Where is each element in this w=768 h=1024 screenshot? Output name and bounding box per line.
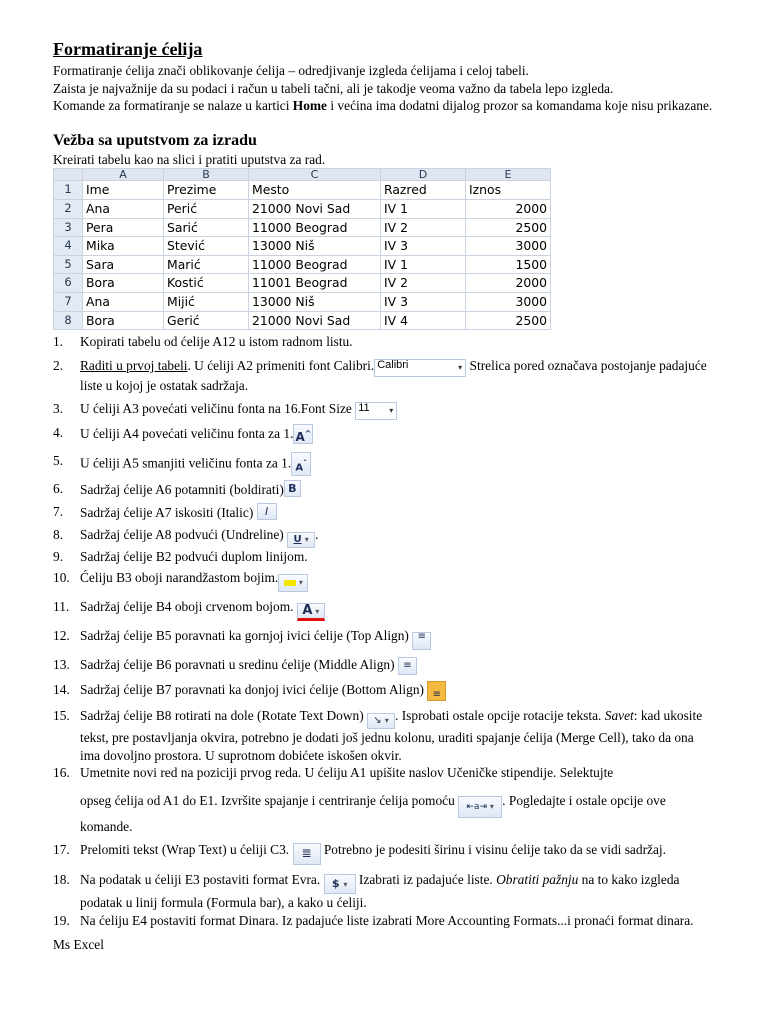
excel-sheet-table: [53, 168, 551, 330]
table-cell: 11000 Beograd: [249, 218, 381, 237]
table-cell: Iznos: [466, 181, 551, 200]
list-item: 14. Sadržaj ćelije B7 poravnati ka donjoj ivici ćelije (Bottom Align) ≡: [53, 681, 713, 701]
table-row: [54, 237, 551, 256]
column-header: A: [83, 169, 164, 181]
grow-font-icon: A^: [293, 424, 313, 444]
list-item: 8. Sadržaj ćelije A8 podvući (Undreline) U ▾ .: [53, 526, 713, 548]
bold-icon: B: [284, 480, 301, 497]
table-cell: IV 2: [381, 218, 466, 237]
list-item: 7. Sadržaj ćelije A7 iskositi (Italic) I: [53, 503, 713, 522]
table-cell: 21000 Novi Sad: [249, 199, 381, 218]
row-header: 7: [54, 292, 83, 311]
row-header: 1: [54, 181, 83, 200]
table-cell: 2500: [466, 218, 551, 237]
accounting-format-icon: $ ▾: [324, 874, 356, 894]
row-header: 8: [54, 311, 83, 330]
table-cell: 21000 Novi Sad: [249, 311, 381, 330]
column-header: D: [381, 169, 466, 181]
table-cell: 13000 Niš: [249, 237, 381, 256]
column-header: C: [249, 169, 381, 181]
table-cell: Ana: [83, 292, 164, 311]
table-cell: 3000: [466, 237, 551, 256]
table-cell: 11001 Beograd: [249, 274, 381, 293]
table-cell: IV 4: [381, 311, 466, 330]
section-title: Vežba sa uputstvom za izradu: [53, 131, 257, 149]
table-cell: Ana: [83, 199, 164, 218]
table-cell: 1500: [466, 255, 551, 274]
list-item: 19. Na ćeliju E4 postaviti format Dinara. Iz padajuće liste izabrati More Accounting Formats...i pronaći format dinara.: [53, 913, 694, 929]
list-item: 5. U ćeliji A5 smanjiti veličinu fonta za 1. $A^ˇ$: [53, 452, 713, 476]
page-title: Formatiranje ćelija: [53, 39, 203, 59]
table-cell: Mesto: [249, 181, 381, 200]
list-item: 15. Sadržaj ćelije B8 rotirati na dole (Rotate Text Down) ↘ ▾ . Isprobati ostale opcije rotacije teksta. Savet: kad ukosite tekst, pre postavljanja okvira, potrebno je dodati još jednu kolonu, uraditi spajanje ćelija (Merge Cell), tako da ona ima dovoljno prostora. U suprotnom dobićete iskošen okvir.: [53, 708, 703, 763]
table-cell: Razred: [381, 181, 466, 200]
table-cell: 2500: [466, 311, 551, 330]
fill-color-icon: ▾: [278, 574, 308, 592]
table-cell: Prezime: [164, 181, 249, 200]
orientation-icon: ↘ ▾: [367, 713, 395, 729]
list-item: 10. Ćeliju B3 oboji narandžastom bojim. ▾: [53, 569, 713, 592]
footer-text: Ms Excel: [53, 936, 104, 952]
shrink-font-icon: $A^ˇ$: [291, 452, 311, 476]
table-row: [54, 218, 551, 237]
list-item: 9. Sadržaj ćelije B2 podvući duplom linijom.: [53, 548, 308, 564]
row-header: 5: [54, 255, 83, 274]
table-row: [54, 292, 551, 311]
table-cell: Bora: [83, 311, 164, 330]
table-cell: Perić: [164, 199, 249, 218]
table-cell: IV 3: [381, 292, 466, 311]
middle-align-icon: ≡: [398, 657, 417, 675]
row-header: 6: [54, 274, 83, 293]
list-item: 1. Kopirati tabelu od ćelije A12 u istom radnom listu.: [53, 334, 353, 350]
list-item: 16. Umetnite novi red na poziciji prvog reda. U ćeliju A1 upišite naslov Učeničke stipendije. Selektujte opseg ćelija od A1 do E1. Izvršite spajanje i centriranje ćelija pomoću ⇤a⇥ ▾ . Pogledajte i ostale opcije ove komande.: [53, 765, 666, 834]
instruction-list: [53, 333, 713, 930]
table-row: [54, 255, 551, 274]
table-cell: Ime: [83, 181, 164, 200]
intro-paragraph: [53, 62, 713, 115]
table-cell: Stević: [164, 237, 249, 256]
table-cell: IV 1: [381, 255, 466, 274]
row-header: 2: [54, 199, 83, 218]
table-cell: Gerić: [164, 311, 249, 330]
table-cell: Mika: [83, 237, 164, 256]
row-header: 4: [54, 237, 83, 256]
intro-line-1: Formatiranje ćelija znači oblikovanje ćelija – odredjivanje izgleda ćelijama i celoj tabeli.: [53, 63, 529, 78]
table-cell: Kostić: [164, 274, 249, 293]
bottom-align-icon: ≡: [427, 681, 446, 701]
list-item: 11. Sadržaj ćelije B4 oboji crvenom bojom. A ▾: [53, 598, 713, 621]
column-header: E: [466, 169, 551, 181]
table-cell: Sara: [83, 255, 164, 274]
intro-line-2: Zaista je najvažnije da su podaci i račun u tabeli tačni, ali je takodje veoma važno da tabela lepo izgleda.: [53, 80, 614, 96]
table-row: [54, 199, 551, 218]
underline-icon: U ▾: [287, 532, 315, 548]
font-name-dropdown-icon: Calibri ▾: [374, 359, 466, 377]
document-page: [53, 38, 713, 953]
list-item: 3. U ćeliji A3 povećati veličinu fonta na 16.Font Size 11 ▾: [53, 400, 713, 420]
font-size-dropdown-icon: 11 ▾: [355, 402, 397, 420]
list-item: 6. Sadržaj ćelije A6 potamniti (boldirati) B: [53, 480, 713, 499]
table-row: [54, 181, 551, 200]
table-cell: 13000 Niš: [249, 292, 381, 311]
table-cell: Pera: [83, 218, 164, 237]
merge-center-icon: ⇤a⇥ ▾: [458, 796, 502, 818]
table-cell: 11000 Beograd: [249, 255, 381, 274]
table-cell: IV 3: [381, 237, 466, 256]
list-item: 12. Sadržaj ćelije B5 poravnati ka gornjoj ivici ćelije (Top Align) ≡: [53, 627, 713, 650]
table-cell: IV 2: [381, 274, 466, 293]
list-item: 2. Raditi u prvoj tabeli. U ćeliji A2 primeniti font Calibri. Calibri ▾ Strelica pored označava postojanje padajuće liste u kojoj je ostatak sadržaja.: [53, 357, 707, 393]
table-cell: Mijić: [164, 292, 249, 311]
row-header: 3: [54, 218, 83, 237]
table-cell: 2000: [466, 274, 551, 293]
table-cell: 3000: [466, 292, 551, 311]
table-row: [54, 311, 551, 330]
column-header: B: [164, 169, 249, 181]
table-cell: 2000: [466, 199, 551, 218]
wrap-text-icon: ≣: [293, 843, 321, 865]
table-row: [54, 274, 551, 293]
table-cell: Bora: [83, 274, 164, 293]
sheet-corner: [54, 169, 83, 181]
italic-icon: I: [257, 503, 277, 520]
top-align-icon: ≡: [412, 632, 431, 650]
intro-line-3: Komande za formatiranje se nalaze u kartici Home i većina ima dodatni dijalog prozor sa komandama koje nisu prikazane.: [53, 98, 713, 114]
section-intro: Kreirati tabelu kao na slici i pratiti uputstva za rad.: [53, 151, 326, 167]
list-item: 17. Prelomiti tekst (Wrap Text) u ćeliji C3. ≣ Potrebno je podesiti širinu i visinu ćelije tako da se vidi sadržaj.: [53, 841, 713, 865]
list-item: 13. Sadržaj ćelije B6 poravnati u sredinu ćelije (Middle Align) ≡: [53, 656, 713, 675]
font-color-icon: A ▾: [297, 603, 325, 621]
table-cell: Marić: [164, 255, 249, 274]
table-cell: Sarić: [164, 218, 249, 237]
column-header-row: [54, 169, 551, 181]
list-item: 4. U ćeliji A4 povećati veličinu fonta za 1. A^: [53, 425, 312, 445]
list-item: 18. Na podatak u ćeliji E3 postaviti format Evra. $ ▾ Izabrati iz padajuće liste. Obratiti pažnju na to kako izgleda podatak u linij formula (Formula bar), a kako u ćeliji.: [53, 872, 680, 911]
table-cell: IV 1: [381, 199, 466, 218]
